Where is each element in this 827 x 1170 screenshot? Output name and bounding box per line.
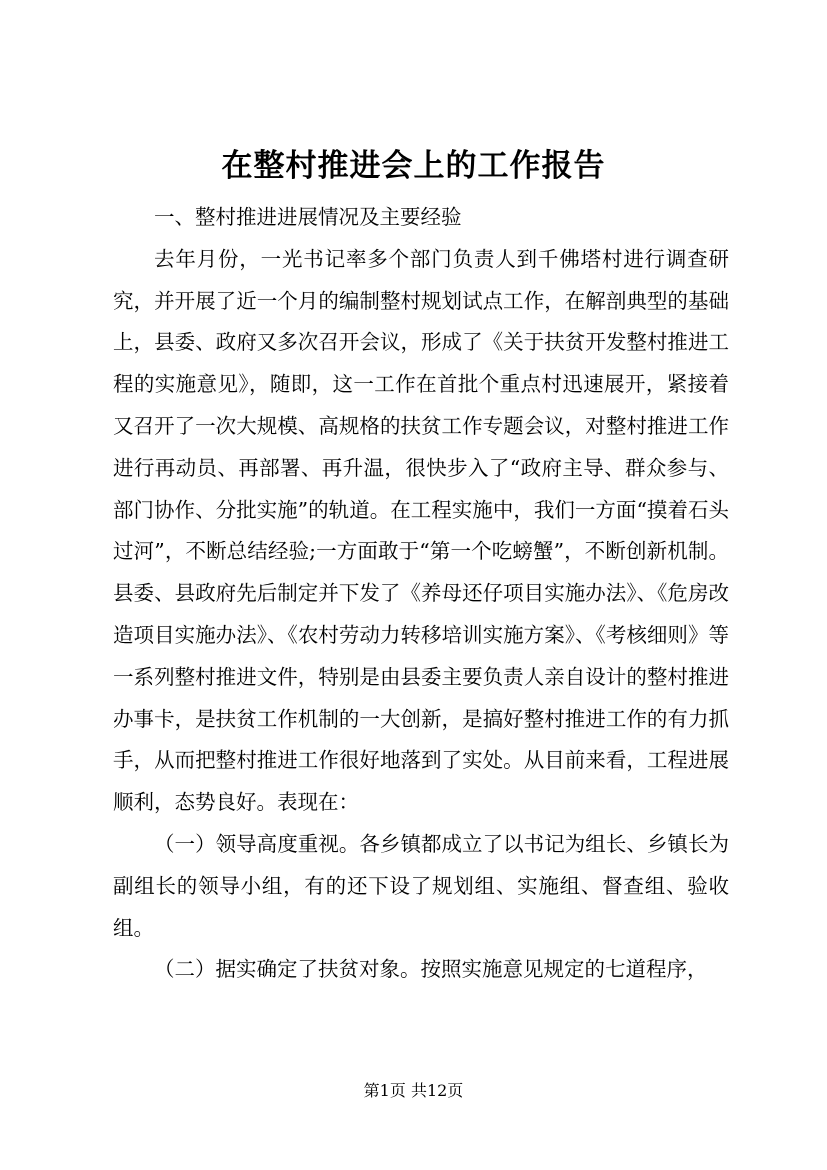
document-title: 在整村推进会上的工作报告 (221, 148, 606, 184)
paragraph-intro: 去年月份，一光书记率多个部门负责人到千佛塔村进行调查研究，并开展了近一个月的编制整村规划试点工作，在解剖典型的基础上，县委、政府又多次召开会议，形成了《关于扶贫开发整村推进工程的实施意见》，随即，这一工作在首批个重点村迅速展开，紧接着又召开了一次大规模、高规格的扶贫工作专题会议，对整村推进工作进行再动员、再部署、再升温，很快步入了“政府主导、群众参与、部门协作、分批实施”的轨道。在工程实施中，我们一方面“摸着石头过河”，不断总结经验;一方面敢于“第一个吃螃蟹”，不断创新机制。县委、县政府先后制定并下发了《养母还仔项目实施办法》、《危房改造项目实施办法》、《农村劳动力转移培训实施方案》、《考核细则》等一系列整村推进文件，特别是由县委主要负责人亲自设计的整村推进办事卡，是扶贫工作机制的一大创新，是搞好整村推进工作的有力抓手，从而把整村推进工作很好地落到了实处。从目前来看，工程进展顺利，态势良好。表现在： (113, 246, 729, 815)
paragraph-leadership: （一）领导高度重视。各乡镇都成立了以书记为组长、乡镇长为副组长的领导小组，有的还下设了规划组、实施组、督查组、验收组。 (113, 831, 729, 940)
page-number-footer: 第1页 共12页 (363, 1081, 464, 1100)
document-body (113, 197, 729, 991)
paragraph-targets: （二）据实确定了扶贫对象。按照实施意见规定的七道程序， (154, 957, 708, 982)
section-heading: 一、整村推进进展情况及主要经验 (154, 205, 462, 229)
